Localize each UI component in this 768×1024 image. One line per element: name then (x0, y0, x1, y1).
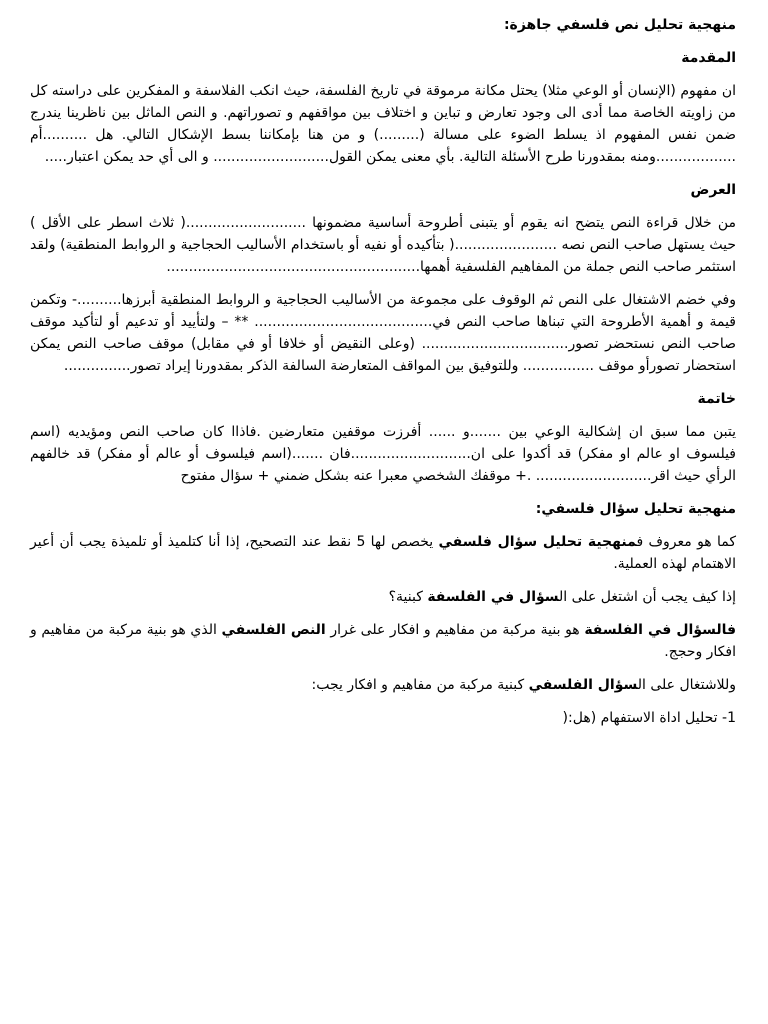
question-paragraph-1 (30, 531, 736, 575)
question-paragraph-5: 1- تحليل اداة الاستفهام (هل:( (562, 710, 736, 726)
intro-section (30, 47, 736, 168)
question-paragraph-3 (30, 619, 736, 663)
bold-term: منهجية تحليل سؤال فلسفي (438, 534, 637, 550)
body-section (30, 179, 736, 377)
text-span: كبنية مركبة من مفاهيم و افكار يجب: (311, 677, 529, 693)
text-span: إذا كيف يجب أن اشتغل على ال (559, 589, 736, 605)
text-span: كما هو معروف ف (636, 534, 737, 550)
text-span: كبنية؟ (388, 589, 428, 605)
bold-term: سؤال الفلسفي (528, 677, 638, 693)
bold-term: النص الفلسفي (221, 622, 326, 638)
intro-heading: المقدمة (681, 50, 736, 66)
question-paragraph-4 (30, 674, 736, 696)
question-heading: منهجية تحليل سؤال فلسفي: (535, 501, 736, 517)
text-span: وللاشتغال على ال (637, 677, 736, 693)
body-paragraph-1: من خلال قراءة النص يتضح انه يقوم أو يتبنى أطروحة أساسية مضمونها ...........................( ثلاث اسطر على الأقل ) حيث يستهل صاحب النص نصه .......................( بتأكيده أو نفيه أو باستخدام الأساليب الحجاجية و الروابط المنطقية) ولقد استثمر صاحب النص جملة من المفاهيم الفلسفية أهمها......................................................... (30, 215, 736, 275)
body-heading: العرض (690, 182, 736, 198)
question-section (30, 498, 736, 729)
text-span: الذي هو بنية مركبة من مفاهيم و افكار وحجج. (30, 622, 736, 660)
text-span: يخصص لها 5 نقط عند التصحيح، إذا أنا كتلميذ أو تلميذة يجب أن أعير الاهتمام لهذه العملية. (30, 534, 736, 572)
body-paragraph-2: وفي خضم الاشتغال على النص ثم الوقوف على مجموعة من الأساليب الحجاجية و الروابط المنطقية أبرزها..........- وتكمن قيمة و أهمية الأطروحة التي تبناها صاحب النص في........................................ ** – ولتأييد أو تدعيم أو لتأكيد موقف صاحب النص نستحضر تصور................................. (وعلى النقيض أو خلافا أو في مقابل) موقف صاحب النص يمكن استحضار تصورأو موقف ................ وللتوفيق بين المواقف المتعارضة السالفة الذكر بمقدورنا إيراد تصور............... (30, 292, 736, 374)
intro-paragraph: ان مفهوم (الإنسان أو الوعي مثلا) يحتل مكانة مرموقة في تاريخ الفلسفة، حيث انكب الفلاسفة و المفكرين على دراسته كل من زاويته الخاصة مما أدى الى وجود تعارض و تباين و اختلاف بين مواقفهم و تصوراتهم. و النص الماثل بين ناظرينا يندرج ضمن نفس المفهوم اذ يسلط الضوء على مسالة (.........) و من هنا بإمكاننا بسط الإشكال التالي. هل ..........أم ..................ومنه بمقدورنا طرح الأسئلة التالية. بأي معنى يمكن القول.......................... و الى أي حد يمكن اعتبار..... (30, 83, 736, 165)
document-title: منهجية تحليل نص فلسفي جاهزة: (503, 17, 736, 33)
conclusion-paragraph: يتبن مما سبق ان إشكالية الوعي بين .......و ...... أفرزت موقفين متعارضين .فاذاا كان صاحب النص ومؤيديه (اسم فيلسوف او عالم او مفكر) قد أكدوا على ان...........................فان .......(اسم فيلسوف أو عالم أو مفكر) قد خالفهم الرأي حيث اقر.......................... .+ موقفك الشخصي معبرا عنه بشكل ضمني + سؤال مفتوح (30, 424, 736, 484)
conclusion-heading: خاتمة (697, 391, 736, 407)
bold-term: سؤال في الفلسفة (427, 589, 560, 605)
question-paragraph-2 (30, 586, 736, 608)
bold-term: فالسؤال في الفلسفة (584, 622, 737, 638)
conclusion-section (30, 388, 736, 487)
text-span: هو بنية مركبة من مفاهيم و افكار على غرار (325, 622, 585, 638)
